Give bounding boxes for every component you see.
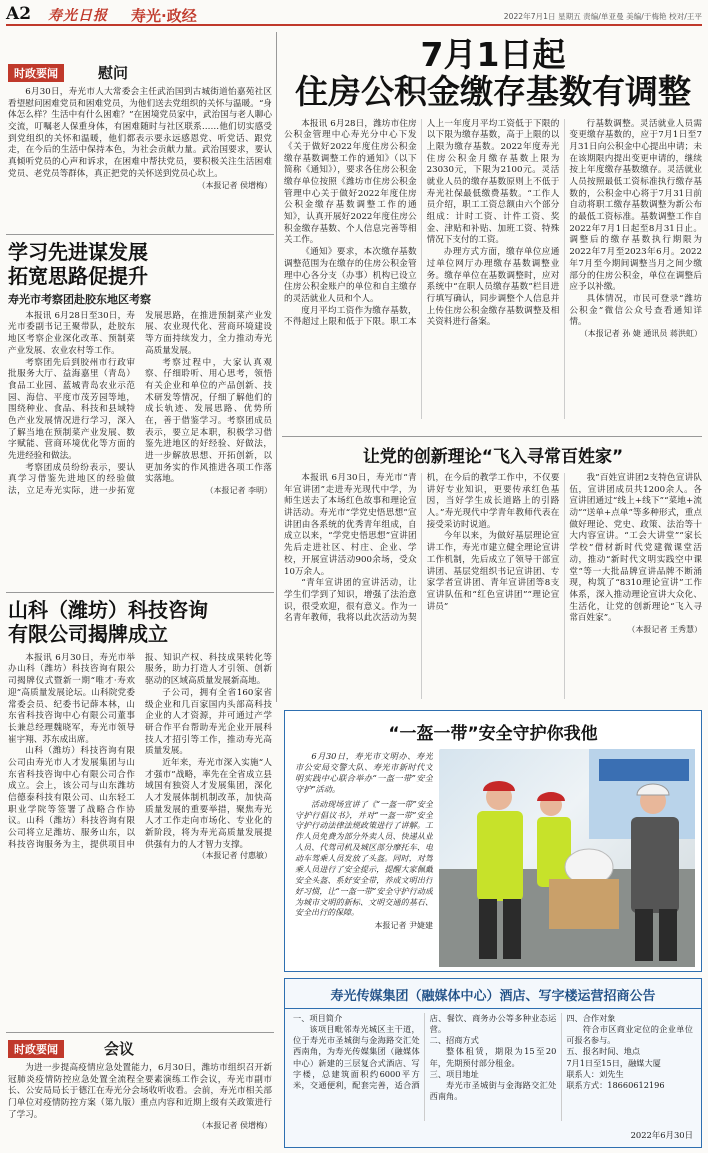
article-paragraph: 办理方式方面，缴存单位应通过单位网厅办理缴存基数调整业务。缴存单位在基数调整时，应对系统中“在职人员缴存基数”栏目进行填写确认，同步调整个人信息并上传住房公积金缴存基数调整及相关资料进行备案。: [426, 247, 560, 328]
article-paragraph: 考察团成员纷纷表示，要认真学习借鉴先进地区的经验做法，立足寿光实际，进一步拓宽发展思路，在推进预制菜产业发展、农业现代化、营商环境建设等方面持续发力，全力推动寿光高质量发展。: [8, 310, 272, 497]
article-study-tour: [8, 240, 272, 588]
article-paragraph: 考察过程中，大家认真观察、仔细聆听、用心思考，领悟有关企业和单位的产品创新、技术研发等情况，仔细了解他们的成长轨迹、发展思路、优势所在，善于借鉴学习。考察团成员表示，要立足本职，积极学习借鉴先进地区的好经验、好做法，进一步解放思想、开拓创新，以更加务实的作风推进各项工作落实落地。: [145, 357, 272, 485]
article-title: 慰问: [98, 64, 129, 82]
article-title: 学习先进谋发展 拓宽思路促提升: [8, 240, 148, 289]
page-number: A2: [6, 4, 32, 24]
column-divider: [276, 32, 277, 702]
byline: （本报记者 侯增梅）: [197, 1121, 272, 1131]
ad-line: 二、招商方式: [429, 1035, 479, 1046]
article-paragraph: 行基数调整。灵活就业人员需变更缴存基数的，应于7月1日至7月31日向公积金中心提出申请；未在该期限内提出变更申请的，继续按上年度缴存基数缴存。灵活就业人员按照最低工资标准执行缴存基数的，公积金中心将于7月31日前自动将职工缴存基数调整为新公布的最低工资标准。基数调整工作自2022年7月1日起至8月31日止。调整后的缴存基数执行期限为2022年7月至2023年6月。2022年7月至今期间调整当月之间少缴部分的住房公积金，单位在调整后应予以补缴。: [569, 118, 702, 293]
article-body: 6月30日，寿光市人大常委会主任武治国到古城街道怡嘉苑社区看望慰问困难党员和困难党员，为他们送去党组织的关怀与温暖。“身体怎么样？生活中有什么困难？”在困境党员家中，武治国与老人聊心交流，叮嘱老人保重身体，有困难随时与社区联系……他们切实感受到党组织的关怀和温暖，他们都表示要永远感恩党、听党话、跟党走，在今后的生活中保持本色，为社会贡献力量。武治国要求，要认真倾听党员的心声和诉求，在困难中帮扶党员，要积极关注生活困难党员、老党员等群体，真正把党的关怀送到党员心坎上。: [8, 87, 272, 179]
article-paragraph: 考察团先后到胶州市行政审批服务大厅、益海嘉里（青岛）食品工业园、蓝城青岛农业示范园、海信、平度市茂芳园等地，围绕种业、食品、科技和县域特色产业发展情况进行学习，深入了解当地在预制菜产业发展、数字赋能、营商环境优化等方面的先进经验和做法。: [8, 357, 135, 462]
ad-date: 2022年6月30日: [630, 1129, 693, 1140]
ad-title: 寿光传媒集团（融媒体中心）酒店、写字楼运营招商公告: [285, 979, 701, 1009]
article-paragraph: 具体情况，市民可登录“潍坊公积金”微信公众号查看通知详情。: [569, 293, 702, 328]
row-divider: [282, 436, 702, 437]
article-paragraph: 我”百姓宣讲团2支特色宣讲队伍，宣讲团成员共1200余人。各宣讲团通过“线上+线下”“菜地+流动”“送单+点单”等多种形式，重点做好理论、党史、政策、法治等十大内容宣讲。“工会大讲堂”“家长学校”借材新时代党建微课堂活动，推动“新时代文明实践空中课堂”等一大批品牌宣讲品牌不断涌现，构筑了“8310理论宣讲”工作体系，深入推动理论宣讲大众化、生活化，让党的创新理论“飞入寻常百姓家”。: [569, 473, 702, 624]
article-shanke-company: [8, 598, 272, 1030]
article-subtitle: 寿光市考察团赴胶东地区考察: [8, 292, 151, 306]
article-title: 山科（潍坊）科技咨询 有限公司揭牌成立: [8, 598, 208, 647]
row-divider: [6, 234, 274, 235]
article-paragraph: 度月平均工资作为缴存基数，不得超过上限和低于下限。职工本人上一年度月平均工资低于下限的以下限为缴存基数，高于上限的以上限为缴存基数。2022年度寿光住房公积金月缴存基数上限为23030元，下限为2100元。灵活就业人员的缴存基数原则上不低于寿光社保最低缴费基数。“工作人员介绍，职工工资总额由六个部分组成：计时工资、计件工资、奖金、津贴和补贴、加班工资、特殊情况下支付的工资。: [284, 118, 560, 328]
article-helmet-safety: [284, 710, 702, 972]
ad-line: 7月1日至15日，融媒大厦: [566, 1057, 661, 1068]
article-paragraph: “青年宣讲团的宣讲活动，让学生们学到了知识，增强了法治意识，很受欢迎，很有意义。作为一名青年教师，我将以此次活动为契机，在今后的教学工作中，不仅要讲好专业知识，更要传承红色基因，当好学生成长道路上的引路人。”寿光现代中学青年教师代表在接受采访时说道。: [284, 473, 560, 624]
dateline: 2022年7月1日 星期五 责编/单亚曼 美编/于梅艳 校对/王平: [503, 12, 702, 21]
article-paragraph: 本报讯 6月30日，寿光市“青年宣讲团”走进寿光现代中学，为师生送去了本场红色故事和理论宣讲活动。寿光市“学党史悟思想”宣讲团由各系统的优秀青年组成，自成立以来，“学党史悟思想”宣讲团先后走进社区、村庄、企业、学校，开展宣讲活动900余场，受众10万余人。: [284, 473, 417, 577]
byline: （本报记者 王秀慧）: [627, 624, 702, 634]
column-header: 时政要闻: [8, 64, 64, 82]
byline: （本报记者 李明）: [205, 486, 272, 496]
article-paragraph: 近年来，寿光市深入实施“人才强市”战略，率先在全省成立县域国有独资人才发展集团，深化人才发展体制机制改革，加快高质量发展的重要举措，聚焦寿光人才工作走向市场化、专业化的新阶段，将为寿光高质量发展提供强有力的人才智力支撑。: [145, 757, 272, 850]
article-text: [295, 751, 433, 967]
article-paragraph: 本报讯 6月28日至30日，寿光市委副书记王聚带队，赴胶东地区考察企业深化改革、预制菜产业发展、农业农村等工作。: [8, 310, 135, 356]
ad-line: 联系方式：18660612196: [566, 1079, 665, 1090]
byline: 本报记者 尹婕建: [374, 921, 433, 931]
article-lead: 6月30日，寿光市文明办、寿光市公安局交警大队、寿光市新时代文明实践中心联合举办“一盔一带”安全守护“活动。: [295, 751, 433, 795]
article-paragraph: 本报讯 6月28日，潍坊市住房公积金管理中心寿光分中心下发《关于做好2022年度住房公积金缴存基数调整工作的通知》（以下简称《通知》），要求各住房公积金缴存单位按照《潍坊市住房公积金管理中心关于做好2022年度住房公积金缴存基数调整工作的通知》，认真开展好2022年度住房公积金缴存基数、个人信息完善等相关工作。: [284, 118, 417, 246]
article-meeting: [8, 1038, 272, 1150]
article-title: 让党的创新理论“飞入寻常百姓家”: [362, 447, 624, 467]
row-divider: [6, 592, 274, 593]
article-paragraph: 本报讯 6月30日，寿光市举办山科（潍坊）科技咨询有限公司揭牌仪式暨新一期“唯才·寿欢迎”高质量发展论坛。山科院党委常委会员、纪委书记薛本林，山东省科技咨询中心有限公司董事长兼总经理魏晓军，寿光市领导崔宇翔、苏东成出席。: [8, 652, 135, 745]
ad-line: 联系人：刘先生: [566, 1068, 624, 1079]
byline: （本报记者 侯增梅）: [197, 180, 272, 190]
article-body: 活动现场宣讲了《“一盔一带”安全守护行倡议书》，并对“一盔一带”安全守护行动法律法规政策进行了讲解。工作人员免费为部分外卖人员、快递从业人员、代驾司机及城区部分摩托车、电动车驾乘人员发放了头盔。同时，对驾乘人员进行了安全提示，提醒大家佩戴安全头盔、系好安全带，养成文明出行好习惯，让“一盔一带”安全守护行动成为城市文明的新标、文明交通的基石、安全出行的保障。: [295, 799, 433, 918]
article-title: 会议: [104, 1040, 135, 1058]
ad-line: 整体租赁，期限为15至20年，先期预付部分租金。: [429, 1046, 557, 1068]
byline: （本报记者 付惠敏）: [197, 851, 272, 861]
ad-line: 三、项目地址: [429, 1068, 479, 1079]
row-divider: [6, 1032, 274, 1033]
article-housing-fund: [284, 36, 702, 434]
ad-line: 该项目毗邻寿光城区主干道，位于寿光市圣城街与金海路交汇处西南角，为寿光传媒集团（融媒体中心）新建的三层复合式酒店、写字楼，总建筑面积约6000平方米，交通便利，配套完善，适合酒店、餐饮、商务办公等多种业态运营。: [293, 1013, 557, 1090]
news-photo: [439, 749, 695, 967]
ad-line: 五、报名时间、地点: [566, 1046, 641, 1057]
byline: （本报记者 孙 婕 通讯员 蒋洪虹）: [579, 328, 702, 338]
photo-illustration: [439, 749, 695, 967]
article-paragraph: 山科（潍坊）科技咨询有限公司由寿光市人才发展集团与山东省科技咨询中心有限公司合作成立。会上，该公司与山东潍坊信德泰科技有限公司、山东轻工职业学院等签署了战略合作协议。山科（潍坊）科技咨询有限公司将立足潍坊、服务山东，以科技咨询服务为主，提供项目申报、知识产权、科技成果转化等服务，助力打造人才引领、创新驱动的区域高质量发展新高地。: [8, 652, 272, 850]
ad-line: 寿光市圣城街与金海路交汇处西南角。: [429, 1079, 557, 1102]
column-header: 时政要闻: [8, 1040, 64, 1058]
section-name: 寿光·政经: [131, 7, 197, 25]
masthead: [6, 4, 702, 26]
article-innovation-theory: [284, 442, 702, 704]
article-paragraph: 今年以来，为做好基层理论宣讲工作，寿光市建立健全理论宣讲工作机制，先后成立了领导干部宣讲团、基层党组织书记宣讲团、专家学者宣讲团、青年宣讲团等8支宣讲队伍和“红色宣讲团”“理论宣讲员”: [426, 531, 560, 612]
article-title: 7月1日起 住房公积金缴存基数有调整: [295, 36, 691, 112]
article-title: “一盔一带”安全守护你我他: [388, 724, 598, 744]
article-paragraph: 子公司，拥有全省160家省级企业和几百家国内头部高科技企业的人才资源，并可通过产学研合作平台帮助寿光企业开展科技人才招引等工作，推动寿光高质量发展。: [145, 687, 272, 757]
article-condolence: [8, 62, 272, 232]
ad-line: 一、项目简介: [293, 1013, 343, 1023]
ad-line: 符合市区商业定位的企业单位可报名参与。: [566, 1024, 693, 1046]
paper-logo: 寿光日报: [48, 8, 108, 24]
article-body: 为进一步提高疫情应急处置能力，6月30日，潍坊市组织召开新冠肺炎疫情防控应急处置全流程全要素演练工作会议，寿光市副市长、公安局局长于德江在寿光分会场收听收看。会前，寿光市相关部门单位对疫情防控方案（第九版）重点内容和近期上级有关政策进行了学习。: [8, 1063, 272, 1120]
ad-line: 四、合作对象: [566, 1013, 616, 1023]
advertisement-notice: [284, 978, 702, 1148]
article-paragraph: 《通知》要求，本次缴存基数调整范围为在缴存的住房公积金管理中心各分支（办事）机构已设立住房公积金账户的单位和自主缴存的灵活就业人员和个人。: [284, 247, 417, 304]
